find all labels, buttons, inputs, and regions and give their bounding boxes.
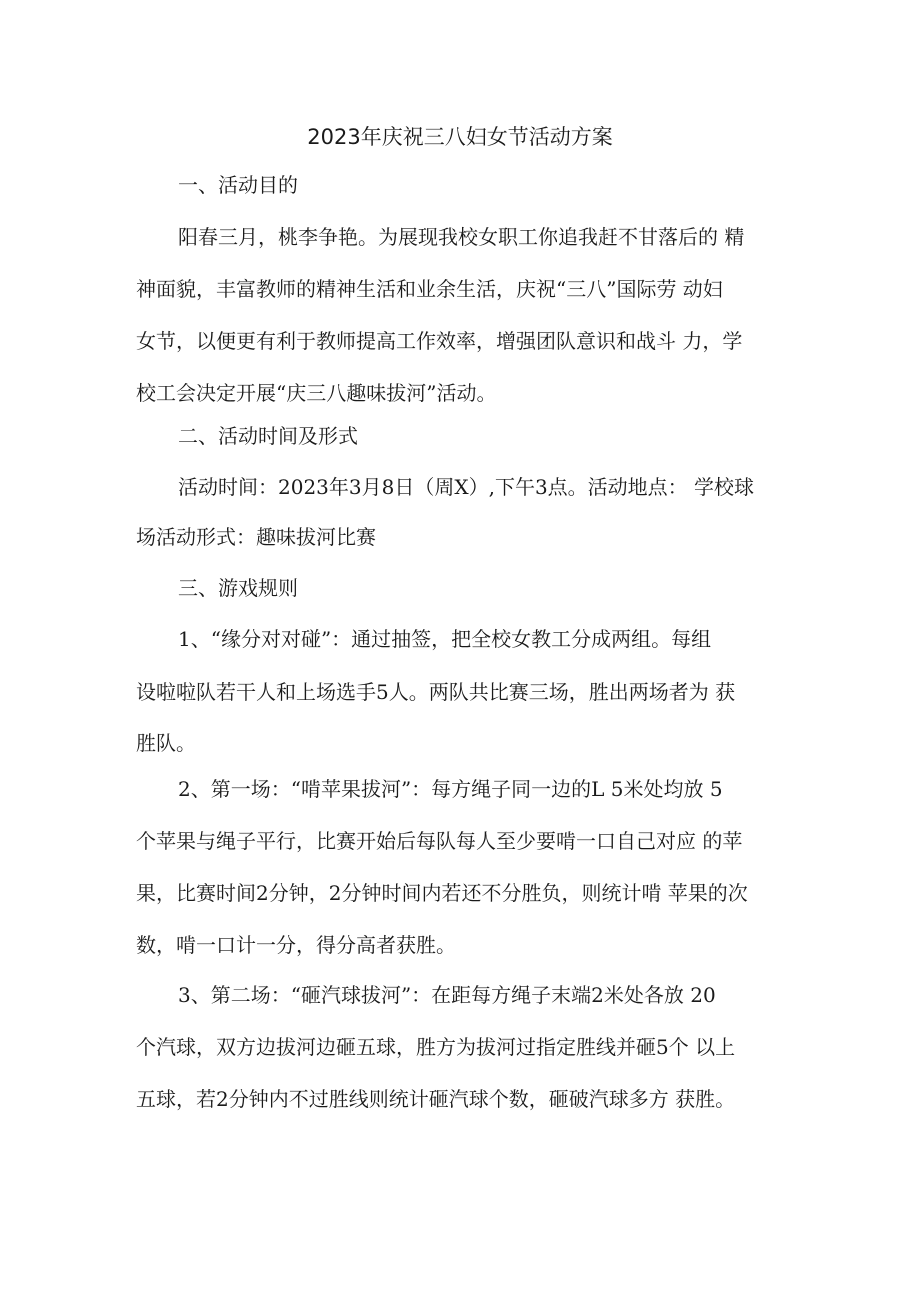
document-title: 2023年庆祝三八妇女节活动方案 <box>307 125 613 149</box>
paragraph-line: 女节，以便更有利于教师提高工作效率，增强团队意识和战斗 力，学 <box>136 329 743 353</box>
rule-line: 设啦啦队若干人和上场选手5人。两队共比赛三场，胜出两场者为 获 <box>136 680 736 704</box>
paragraph-line: 场活动形式：趣味拔河比赛 <box>136 525 376 549</box>
rule-line: 胜队。 <box>136 731 196 755</box>
rule-line: 2、第一场：“啃苹果拔河”：每方绳子同一边的L 5米处均放 5 <box>178 777 723 801</box>
section-heading-rules: 三、游戏规则 <box>178 576 298 600</box>
rule-line: 个苹果与绳子平行，比赛开始后每队每人至少要啃一口自己对应 的苹 <box>136 829 743 853</box>
paragraph-line: 阳春三月，桃李争艳。为展现我校女职工你追我赶不甘落后的 精 <box>178 225 745 249</box>
rule-line: 个汽球，双方边拔河边砸五球，胜方为拔河过指定胜线并砸5个 以上 <box>136 1035 736 1059</box>
paragraph-line: 校工会决定开展“庆三八趣味拔河”活动。 <box>136 381 497 405</box>
rule-line: 果，比赛时间2分钟，2分钟时间内若还不分胜负，则统计啃 苹果的次 <box>136 881 748 905</box>
rule-line: 五球，若2分钟内不过胜线则统计砸汽球个数，砸破汽球多方 获胜。 <box>136 1087 736 1111</box>
rule-line: 数，啃一口计一分，得分高者获胜。 <box>136 933 456 957</box>
rule-line: 1、“缘分对对碰”：通过抽签，把全校女教工分成两组。每组 <box>178 627 712 651</box>
paragraph-line: 活动时间：2023年3月8日（周X）,下午3点。活动地点： 学校球 <box>178 475 755 499</box>
rule-line: 3、第二场：“砸汽球拔河”：在距每方绳子末端2米处各放 20 <box>178 983 716 1007</box>
paragraph-line: 神面貌，丰富教师的精神生活和业余生活，庆祝“三八”国际劳 动妇 <box>136 277 723 301</box>
section-heading-purpose: 一、活动目的 <box>178 173 298 197</box>
section-heading-time-form: 二、活动时间及形式 <box>178 424 358 448</box>
